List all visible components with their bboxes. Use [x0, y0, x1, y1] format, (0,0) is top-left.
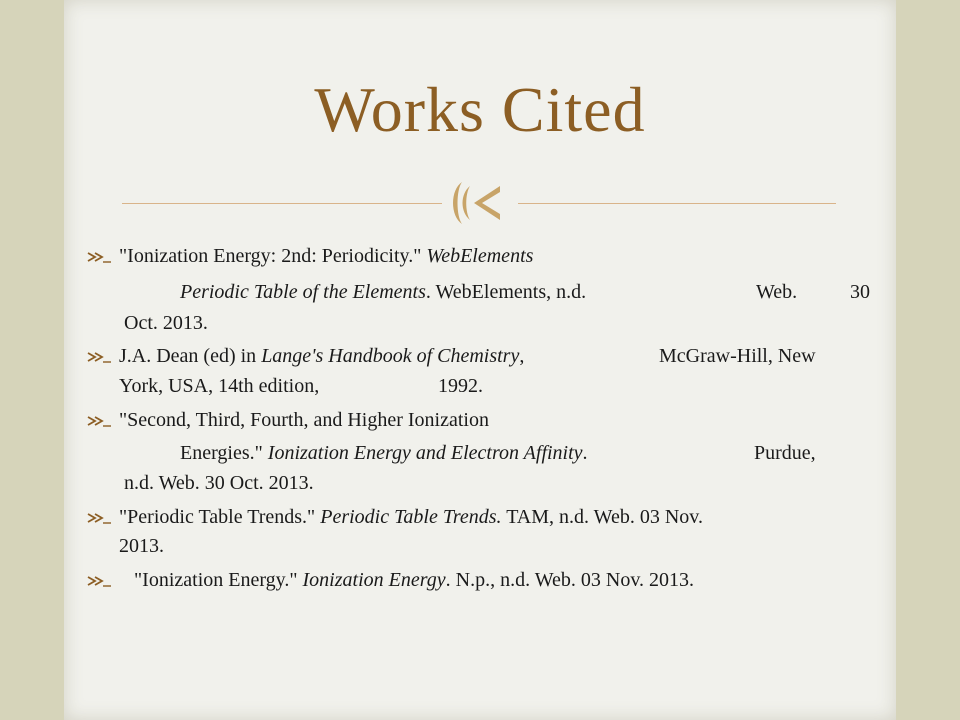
ref4-publisher: TAM, n.d. Web. 03 Nov. — [506, 506, 703, 528]
ref1-line3: Oct. 2013. — [124, 312, 208, 334]
ref2-publisher: McGraw-Hill, New — [659, 345, 816, 367]
ref2-line1 — [119, 346, 524, 366]
bullet-icon — [86, 414, 112, 428]
ref5-site: Ionization Energy — [302, 569, 446, 591]
ref4-line2: 2013. — [119, 535, 164, 557]
ref1-medium: Web. — [756, 281, 798, 303]
ref4-site: Periodic Table Trends. — [320, 506, 502, 528]
ref3-site: Ionization Energy and Electron Affinity — [267, 442, 583, 464]
ref5-publisher: . N.p., n.d. Web. 03 Nov. 2013. — [445, 569, 695, 591]
ref5-line1 — [134, 570, 694, 590]
ref1-day: 30 — [850, 281, 870, 303]
ref2-comma: , — [519, 345, 525, 367]
ref1-title: "Ionization Energy: 2nd: Periodicity." — [119, 245, 422, 267]
ref2-year: 1992. — [438, 375, 483, 397]
slide-title: Works Cited — [314, 74, 646, 145]
ref1-line2 — [180, 282, 586, 302]
bullet-icon — [86, 250, 112, 264]
bullet-icon — [86, 574, 112, 588]
bullet-icon — [86, 511, 112, 525]
ref3-line3: n.d. Web. 30 Oct. 2013. — [124, 472, 314, 494]
ref3-line1: "Second, Third, Fourth, and Higher Ionization — [119, 409, 489, 431]
ref1-line1 — [119, 246, 533, 266]
ref2-location: York, USA, 14th edition, — [119, 375, 320, 397]
ref3-period: . — [582, 442, 588, 464]
bullet-icon — [86, 350, 112, 364]
ref5-title: "Ionization Energy." — [134, 569, 298, 591]
ref4-title: "Periodic Table Trends." — [119, 506, 316, 528]
ref3-publisher: Purdue, — [754, 442, 816, 464]
slide — [64, 0, 896, 720]
ref3-line2 — [180, 443, 588, 463]
works-cited-list — [64, 0, 896, 720]
ref4-line1 — [119, 507, 703, 527]
ref2-author: J.A. Dean (ed) in — [119, 345, 257, 367]
ref2-book-title: Lange's Handbook of Chemistry — [261, 345, 520, 367]
ref3-title-end: Energies." — [180, 442, 263, 464]
ref1-site: WebElements — [426, 245, 534, 267]
ref1-site-subtitle: Periodic Table of the Elements — [180, 281, 426, 303]
ref1-publisher: . WebElements, n.d. — [425, 281, 587, 303]
